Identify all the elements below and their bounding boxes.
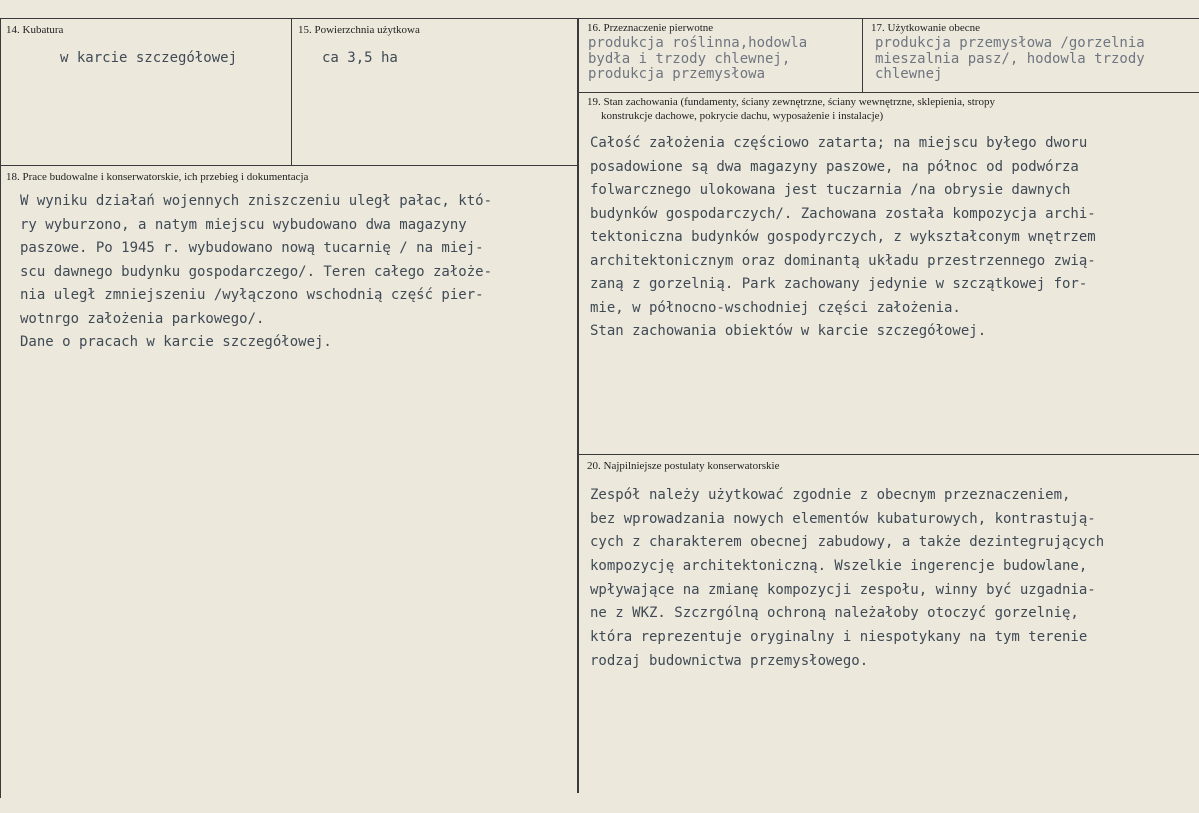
field-18-label: 18. Prace budowalne i konserwatorskie, ich przebieg i dokumentacja bbox=[6, 171, 309, 183]
field-19-text bbox=[590, 132, 1096, 344]
field-20-text bbox=[590, 484, 1104, 674]
row-divider-f20 bbox=[578, 454, 1199, 455]
text-line: produkcja przemysłowa bbox=[588, 66, 766, 83]
text-line: cych z charakterem obecnej zabudowy, a także dezintegrujących bbox=[590, 534, 1105, 551]
field-19-label-line1: 19. Stan zachowania (fundamenty, ściany zewnętrzne, ściany wewnętrzne, sklepienia, stropy bbox=[587, 96, 995, 108]
text-line: tektoniczna budynków gospodyrczych, z wykształconym wnętrzem bbox=[590, 229, 1096, 245]
text-line: mieszalnia pasz/, hodowla trzody bbox=[875, 50, 1145, 67]
field-15-value: ca 3,5 ha bbox=[322, 50, 398, 66]
text-line: budynków gospodarczych/. Zachowana została kompozycja archi- bbox=[590, 205, 1096, 222]
field-18-text bbox=[20, 190, 492, 355]
text-line: architektonicznym oraz dominantą układu przestrzennego zwią- bbox=[590, 252, 1096, 269]
text-line: wpływające na zmianę kompozycji zespołu, winny być uzgadnia- bbox=[590, 581, 1096, 598]
row-divider-f19 bbox=[578, 92, 1199, 93]
divider-f16-f17 bbox=[862, 18, 863, 92]
text-line: produkcja roślinna,hodowla bbox=[588, 35, 808, 51]
divider-main bbox=[577, 18, 579, 793]
text-line: Stan zachowania obiektów w karcie szczegółowej. bbox=[590, 323, 987, 339]
text-line: paszowe. Po 1945 r. wybudowano nową tucarnię / na miej- bbox=[20, 240, 484, 256]
text-line: Całość założenia częściowo zatarta; na miejscu byłego dworu bbox=[590, 135, 1088, 151]
field-20-label: 20. Najpilniejsze postulaty konserwatorskie bbox=[587, 460, 780, 472]
left-border bbox=[0, 18, 1, 798]
field-17-text bbox=[875, 36, 1145, 83]
top-border bbox=[0, 18, 1199, 19]
text-line: folwarcznego ulokowana jest tuczarnia /na obrysie dawnych bbox=[590, 182, 1071, 198]
divider-f14-f15 bbox=[291, 18, 292, 165]
field-15-label: 15. Powierzchnia użytkowa bbox=[298, 24, 420, 36]
text-line: nia uległ zmniejszeniu /wyłączono wschodnią część pier- bbox=[20, 287, 484, 303]
text-line: ne z WKZ. Szczrgólną ochroną należałoby otoczyć gorzelnię, bbox=[590, 605, 1079, 622]
text-line: Dane o pracach w karcie szczegółowej. bbox=[20, 334, 332, 350]
text-line: rodzaj budownictwa przemysłowego. bbox=[590, 652, 869, 669]
field-16-label: 16. Przeznaczenie pierwotne bbox=[587, 22, 714, 34]
text-line: posadowione są dwa magazyny paszowe, na północ od podwórza bbox=[590, 158, 1079, 175]
text-line: scu dawnego budynku gospodarczego/. Teren całego założe- bbox=[20, 263, 493, 280]
text-line: produkcja przemysłowa /gorzelnia bbox=[875, 35, 1145, 51]
field-14-label: 14. Kubatura bbox=[6, 24, 64, 36]
field-19-label-line2: konstrukcje dachowe, pokrycie dachu, wyposażenie i instalacje) bbox=[601, 110, 884, 122]
field-17-label: 17. Użytkowanie obecne bbox=[871, 22, 981, 34]
field-16-text bbox=[588, 36, 807, 83]
text-line: chlewnej bbox=[875, 66, 943, 83]
field-14-value: w karcie szczegółowej bbox=[60, 50, 238, 66]
text-line: Zespół należy użytkować zgodnie z obecnym przeznaczeniem, bbox=[590, 487, 1071, 503]
text-line: ry wyburzono, a natym miejscu wybudowano dwa magazyny bbox=[20, 216, 467, 233]
text-line: W wyniku działań wojennych zniszczeniu uległ pałac, któ- bbox=[20, 193, 493, 209]
text-line: zaną z gorzelnią. Park zachowany jedynie w szczątkowej for- bbox=[590, 276, 1088, 292]
text-line: kompozycję architektoniczną. Wszelkie ingerencje budowlane, bbox=[590, 558, 1088, 575]
text-line: wotnrgo założenia parkowego/. bbox=[20, 310, 265, 327]
text-line: która reprezentuje oryginalny i niespotykany na tym terenie bbox=[590, 629, 1088, 646]
text-line: mie, w północno-wschodniej części założenia. bbox=[590, 299, 961, 316]
row-divider-left bbox=[0, 165, 578, 166]
text-line: bydła i trzody chlewnej, bbox=[588, 50, 791, 67]
text-line: bez wprowadzania nowych elementów kubaturowych, kontrastują- bbox=[590, 510, 1096, 527]
